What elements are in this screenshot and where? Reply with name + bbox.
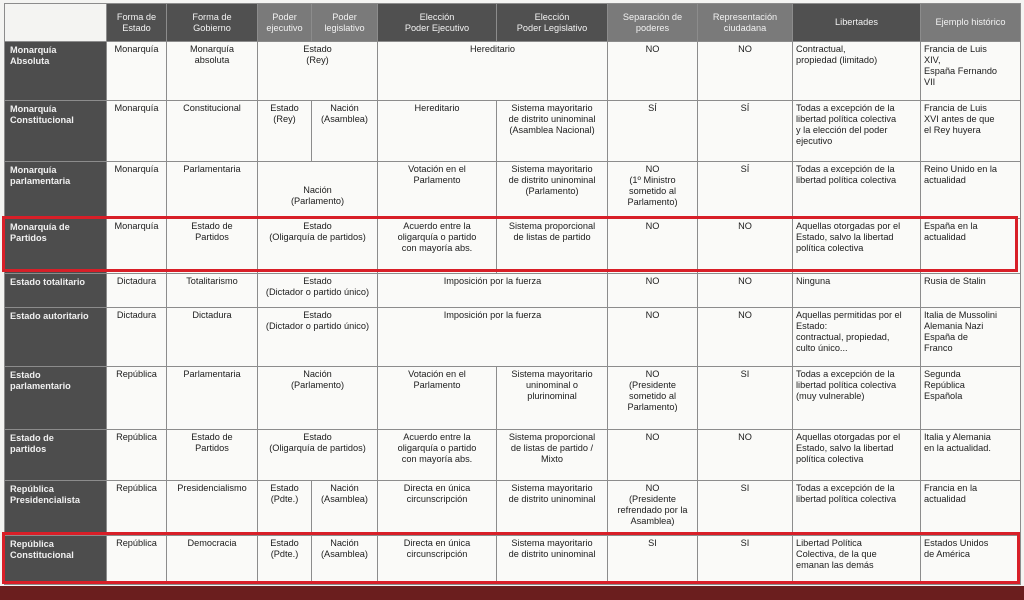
cell-ejemplo: España en la actualidad — [921, 218, 1021, 273]
cell-libertades: Libertad Política Colectiva, de la que emanan las demás — [793, 536, 921, 585]
cell-forma-gobierno: Democracia — [167, 536, 258, 585]
col-poder-legislativo: Poder legislativo — [312, 4, 378, 42]
cell-separacion: NO — [608, 42, 698, 101]
cell-forma-gobierno: Estado de Partidos — [167, 218, 258, 273]
cell-libertades: Todas a excepción de la libertad política colectiva y la elección del poder ejecutivo — [793, 100, 921, 161]
cell-separacion: SÍ — [608, 100, 698, 161]
cell-poder-ejecutivo: Estado (Rey) — [258, 100, 312, 161]
cell-forma-estado: Dictadura — [107, 308, 167, 367]
corner-cell — [5, 4, 107, 42]
cell-eleccion: Imposición por la fuerza — [378, 273, 608, 308]
cell-poderes: Estado (Dictador o partido único) — [258, 273, 378, 308]
cell-eleccion-ejecutivo: Acuerdo entre la oligarquía o partido con mayoría abs. — [378, 218, 497, 273]
cell-separacion: SI — [608, 536, 698, 585]
cell-poderes: Nación (Parlamento) — [258, 367, 378, 430]
cell-forma-gobierno: Presidencialismo — [167, 481, 258, 536]
row-header: República Constitucional — [5, 536, 107, 585]
cell-libertades: Todas a excepción de la libertad política colectiva — [793, 161, 921, 218]
cell-poder-legislativo: Nación (Asamblea) — [312, 536, 378, 585]
cell-eleccion-ejecutivo: Votación en el Parlamento — [378, 367, 497, 430]
row-header: Estado autoritario — [5, 308, 107, 367]
row-header: Monarquía de Partidos — [5, 218, 107, 273]
cell-poderes: Estado (Dictador o partido único) — [258, 308, 378, 367]
cell-ejemplo: Francia en la actualidad — [921, 481, 1021, 536]
cell-forma-gobierno: Totalitarismo — [167, 273, 258, 308]
cell-separacion: NO — [608, 430, 698, 481]
cell-forma-gobierno: Constitucional — [167, 100, 258, 161]
cell-forma-gobierno: Monarquía absoluta — [167, 42, 258, 101]
cell-forma-estado: Monarquía — [107, 161, 167, 218]
cell-separacion: NO — [608, 273, 698, 308]
cell-ejemplo: Italia y Alemania en la actualidad. — [921, 430, 1021, 481]
cell-libertades: Aquellas otorgadas por el Estado, salvo la libertad política colectiva — [793, 218, 921, 273]
table-row — [5, 308, 1021, 367]
cell-forma-gobierno: Dictadura — [167, 308, 258, 367]
col-poder-ejecutivo: Poder ejecutivo — [258, 4, 312, 42]
forms-of-state-table — [4, 3, 1021, 585]
cell-forma-estado: Monarquía — [107, 100, 167, 161]
cell-poder-legislativo: Nación (Asamblea) — [312, 100, 378, 161]
col-eleccion-ejecutivo: Elección Poder Ejecutivo — [378, 4, 497, 42]
cell-forma-gobierno: Parlamentaria — [167, 367, 258, 430]
table-row — [5, 42, 1021, 101]
cell-separacion: NO — [608, 308, 698, 367]
table-row — [5, 430, 1021, 481]
cell-representacion: SI — [698, 367, 793, 430]
cell-poderes: Estado (Rey) — [258, 42, 378, 101]
row-header: Monarquía Constitucional — [5, 100, 107, 161]
cell-libertades: Aquellas permitidas por el Estado: contractual, propiedad, culto único... — [793, 308, 921, 367]
row-header: Monarquía parlamentaria — [5, 161, 107, 218]
col-representacion: Representación ciudadana — [698, 4, 793, 42]
table-row — [5, 100, 1021, 161]
row-header: Estado parlamentario — [5, 367, 107, 430]
table-row — [5, 273, 1021, 308]
cell-representacion: NO — [698, 218, 793, 273]
cell-libertades: Todas a excepción de la libertad política colectiva (muy vulnerable) — [793, 367, 921, 430]
cell-poderes: Estado (Oligarquía de partidos) — [258, 430, 378, 481]
cell-eleccion-legislativo: Sistema mayoritario uninominal o plurinominal — [497, 367, 608, 430]
table-row — [5, 367, 1021, 430]
cell-eleccion-legislativo: Sistema mayoritario de distrito uninominal (Parlamento) — [497, 161, 608, 218]
cell-eleccion-ejecutivo: Directa en única circunscripción — [378, 536, 497, 585]
cell-representacion: SI — [698, 481, 793, 536]
cell-forma-estado: República — [107, 481, 167, 536]
cell-representacion: SÍ — [698, 161, 793, 218]
header-row — [5, 4, 1021, 42]
cell-libertades: Contractual, propiedad (limitado) — [793, 42, 921, 101]
cell-eleccion-ejecutivo: Votación en el Parlamento — [378, 161, 497, 218]
cell-forma-estado: Monarquía — [107, 218, 167, 273]
cell-forma-estado: República — [107, 536, 167, 585]
cell-forma-gobierno: Parlamentaria — [167, 161, 258, 218]
col-libertades: Libertades — [793, 4, 921, 42]
row-header: Monarquía Absoluta — [5, 42, 107, 101]
cell-poderes: Estado (Oligarquía de partidos) — [258, 218, 378, 273]
cell-eleccion-legislativo: Sistema mayoritario de distrito uninominal — [497, 481, 608, 536]
row-header: República Presidencialista — [5, 481, 107, 536]
cell-libertades: Todas a excepción de la libertad política colectiva — [793, 481, 921, 536]
cell-representacion: NO — [698, 42, 793, 101]
cell-poder-legislativo: Nación (Asamblea) — [312, 481, 378, 536]
col-forma-estado: Forma de Estado — [107, 4, 167, 42]
table-row — [5, 218, 1021, 273]
cell-eleccion-legislativo: Sistema proporcional de listas de partido / Mixto — [497, 430, 608, 481]
table-row — [5, 161, 1021, 218]
cell-poder-ejecutivo: Estado (Pdte.) — [258, 481, 312, 536]
cell-forma-gobierno: Estado de Partidos — [167, 430, 258, 481]
cell-separacion: NO (Presidente refrendado por la Asamblea) — [608, 481, 698, 536]
cell-representacion: NO — [698, 430, 793, 481]
row-header: Estado de partidos — [5, 430, 107, 481]
cell-libertades: Ninguna — [793, 273, 921, 308]
table-row — [5, 481, 1021, 536]
cell-separacion: NO — [608, 218, 698, 273]
row-header: Estado totalitario — [5, 273, 107, 308]
cell-separacion: NO (1º Ministro sometido al Parlamento) — [608, 161, 698, 218]
cell-forma-estado: República — [107, 367, 167, 430]
cell-forma-estado: República — [107, 430, 167, 481]
cell-ejemplo: Segunda República Española — [921, 367, 1021, 430]
cell-eleccion-legislativo: Sistema mayoritario de distrito uninominal — [497, 536, 608, 585]
cell-ejemplo: Rusia de Stalin — [921, 273, 1021, 308]
cell-eleccion: Hereditario — [378, 42, 608, 101]
cell-poder-ejecutivo: Estado (Pdte.) — [258, 536, 312, 585]
cell-eleccion-ejecutivo: Directa en única circunscripción — [378, 481, 497, 536]
cell-libertades: Aquellas otorgadas por el Estado, salvo la libertad política colectiva — [793, 430, 921, 481]
bottom-bar — [0, 586, 1024, 600]
cell-forma-estado: Monarquía — [107, 42, 167, 101]
cell-eleccion: Imposición por la fuerza — [378, 308, 608, 367]
cell-eleccion-legislativo: Sistema mayoritario de distrito uninominal (Asamblea Nacional) — [497, 100, 608, 161]
cell-ejemplo: Francia de Luis XIV, España Fernando VII — [921, 42, 1021, 101]
cell-representacion: SI — [698, 536, 793, 585]
table-row — [5, 536, 1021, 585]
cell-representacion: SÍ — [698, 100, 793, 161]
cell-ejemplo: Italia de Mussolini Alemania Nazi España de Franco — [921, 308, 1021, 367]
cell-poderes: Nación (Parlamento) — [258, 161, 378, 218]
cell-forma-estado: Dictadura — [107, 273, 167, 308]
cell-eleccion-ejecutivo: Acuerdo entre la oligarquía o partido con mayoría abs. — [378, 430, 497, 481]
cell-eleccion-ejecutivo: Hereditario — [378, 100, 497, 161]
comparison-table-sheet — [4, 3, 1020, 585]
col-eleccion-legislativo: Elección Poder Legislativo — [497, 4, 608, 42]
col-ejemplo: Ejemplo histórico — [921, 4, 1021, 42]
col-forma-gobierno: Forma de Gobierno — [167, 4, 258, 42]
cell-ejemplo: Estados Unidos de América — [921, 536, 1021, 585]
col-separacion-poderes: Separación de poderes — [608, 4, 698, 42]
cell-representacion: NO — [698, 308, 793, 367]
cell-separacion: NO (Presidente sometido al Parlamento) — [608, 367, 698, 430]
cell-ejemplo: Francia de Luis XVI antes de que el Rey huyera — [921, 100, 1021, 161]
cell-representacion: NO — [698, 273, 793, 308]
cell-ejemplo: Reino Unido en la actualidad — [921, 161, 1021, 218]
cell-eleccion-legislativo: Sistema proporcional de listas de partido — [497, 218, 608, 273]
